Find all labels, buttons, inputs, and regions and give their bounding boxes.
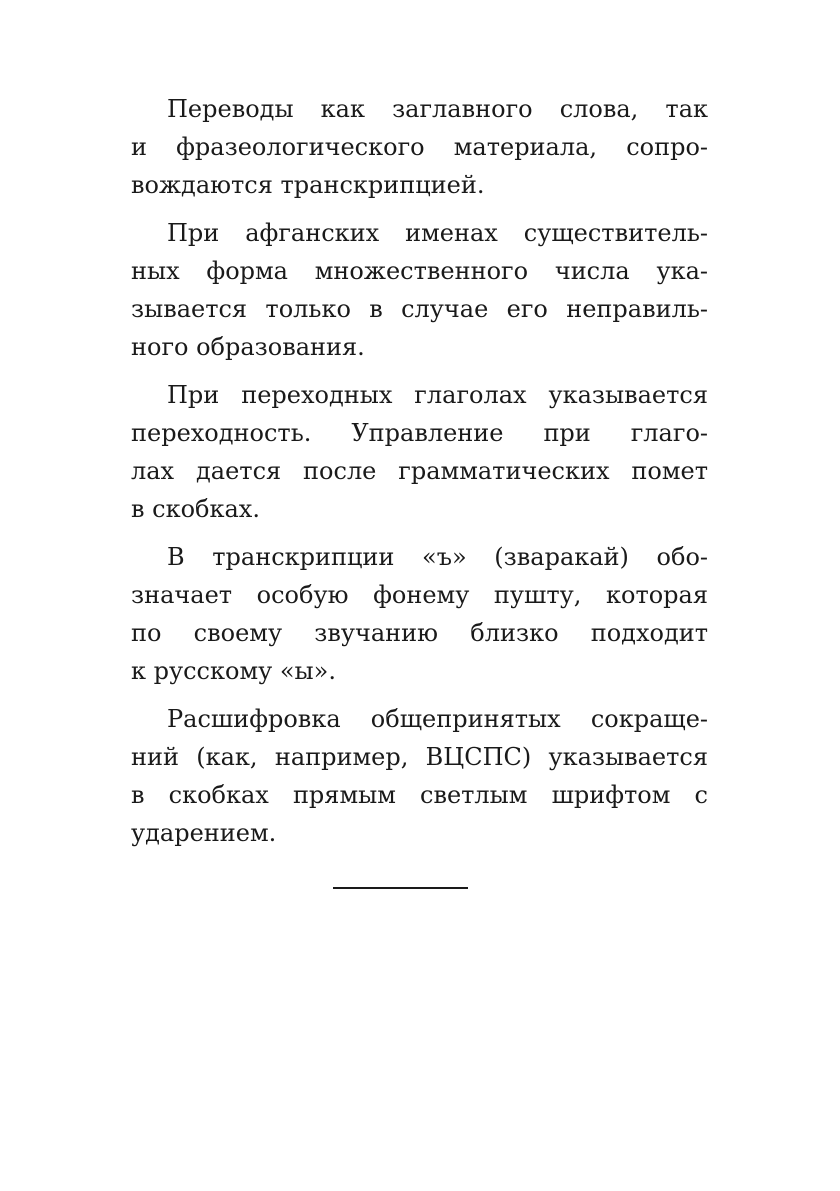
body-text [131, 90, 708, 862]
text-line: Переводы как заглавного слова, так [167, 95, 708, 123]
paragraph-zwarakai [131, 538, 708, 690]
text-line: Расшифровка общепринятых сокраще- [167, 705, 708, 733]
text-line: по своему звучанию близко подходит [131, 619, 708, 647]
text-line: При переходных глаголах указывается [167, 381, 708, 409]
text-line: значает особую фонему пушту, которая [131, 581, 708, 609]
text-line: в скобках прямым светлым шрифтом с [131, 781, 708, 809]
text-line: лах дается после грамматических помет [131, 457, 708, 485]
paragraph-transitive-verbs [131, 376, 708, 528]
paragraph-plural-forms [131, 214, 708, 366]
text-line: ний (как, например, ВЦСПС) указывается [131, 743, 708, 771]
text-line: и фразеологического материала, сопро- [131, 133, 708, 161]
paragraph-abbreviations [131, 700, 708, 852]
text-line: ного образования. [131, 333, 365, 361]
text-line: При афганских именах существитель- [167, 219, 708, 247]
text-line: ударением. [131, 819, 277, 847]
text-line: вождаются транскрипцией. [131, 171, 485, 199]
text-line: зывается только в случае его неправиль- [131, 295, 708, 323]
closing-rule [333, 887, 468, 889]
text-line: к русскому «ы». [131, 657, 336, 685]
text-line: В транскрипции «ъ» (зваракай) обо- [167, 543, 708, 571]
text-line: переходность. Управление при глаго- [131, 419, 708, 447]
text-line: ных форма множественного числа ука- [131, 257, 708, 285]
paragraph-transcription [131, 90, 708, 204]
text-line: в скобках. [131, 495, 260, 523]
